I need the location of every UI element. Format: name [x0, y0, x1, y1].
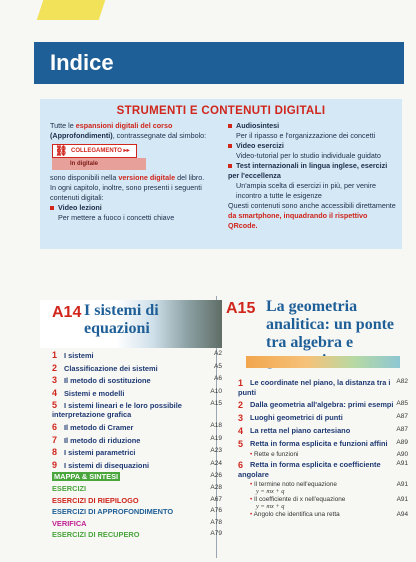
section-page: A79 [210, 530, 222, 538]
bullet-test: Test internazionali in lingua inglese, esercizi per l'eccellenza [228, 161, 398, 181]
toc-item[interactable] [52, 435, 222, 445]
section-label: ESERCIZI [52, 483, 87, 493]
badge-bottom: In digitale [52, 158, 146, 170]
equation: y = mx + q [256, 488, 285, 495]
toc-item[interactable] [238, 400, 408, 410]
item-page: A87 [396, 413, 408, 420]
item-page: A89 [396, 439, 408, 446]
item-page: A19 [210, 434, 222, 442]
toc-item[interactable] [52, 350, 222, 360]
item-title: I sistemi [64, 351, 94, 360]
collegamento-badge [52, 144, 146, 170]
toc-item[interactable] [52, 460, 222, 470]
item-number: 7 [52, 434, 58, 445]
item-title: Le coordinate nel piano, la distanza tra i punti [238, 378, 391, 397]
toc-item[interactable] [238, 439, 408, 449]
item-number: 6 [52, 421, 58, 432]
item-number: 3 [52, 375, 58, 386]
toc-section-link[interactable] [52, 484, 222, 493]
map-strip-decoration [246, 356, 400, 368]
toc-item[interactable] [238, 426, 408, 436]
badge-top: COLLEGAMENTO ▸▸ [52, 144, 137, 158]
item-title: Il metodo di Cramer [64, 422, 134, 432]
toc-subitem[interactable] [250, 451, 408, 458]
subitem-page: A91 [396, 481, 408, 488]
chapter-code: A14 [52, 304, 82, 321]
section-page: A67 [210, 495, 222, 503]
item-number: 2 [238, 400, 244, 410]
item-page: A2 [214, 350, 222, 357]
section-label: ESERCIZI DI APPROFONDIMENTO [52, 507, 174, 517]
toc-item[interactable] [238, 413, 408, 423]
item-page: A15 [210, 400, 222, 408]
item-number: 4 [238, 426, 244, 436]
item-title: Luoghi geometrici di punti [250, 413, 343, 422]
item-title: Dalla geometria all'algebra: primi esempi [250, 400, 394, 409]
section-page: A76 [210, 507, 222, 515]
box-title: STRUMENTI E CONTENUTI DIGITALI [116, 105, 326, 117]
yellow-tape-decoration [37, 0, 105, 20]
toc-section-link[interactable] [52, 496, 222, 505]
link-icon: ⛓ [55, 146, 68, 157]
item-page: A18 [210, 421, 222, 429]
chapter-code: A15 [226, 300, 256, 317]
subitem-page: A91 [396, 496, 408, 503]
item-page: A82 [396, 378, 408, 385]
item-title: I sistemi parametrici [64, 448, 136, 458]
toc-section-link[interactable] [52, 472, 222, 481]
text: Per il ripasso e l'organizzazione dei concetti [236, 131, 376, 140]
item-number: 6 [238, 460, 244, 470]
item-title: Il metodo di riduzione [64, 435, 141, 445]
item-page: A91 [396, 460, 408, 467]
item-page: A5 [214, 362, 222, 370]
item-number: 2 [52, 362, 58, 373]
item-number: 5 [52, 400, 58, 411]
item-page: A85 [396, 400, 408, 407]
text: Tutte le [50, 121, 74, 130]
item-number: 9 [52, 459, 58, 470]
toc-item[interactable] [52, 422, 222, 432]
bullet-audiosintesi: Audiosintesi [228, 121, 398, 131]
toc-item[interactable] [238, 378, 408, 397]
item-title: Il metodo di sostituzione [64, 376, 151, 386]
item-title: Retta in forma esplicita e funzioni affini [250, 439, 388, 448]
toc-section-link[interactable] [52, 507, 222, 516]
page-title: Indice [50, 50, 114, 75]
chapter-title: La geometria analitica: un ponte tra algebra e [266, 298, 395, 351]
bullet-video-esercizi: Video esercizi [228, 141, 398, 151]
item-page: A10 [210, 387, 222, 395]
index-header [34, 42, 404, 84]
item-title: Classificazione dei sistemi [64, 363, 158, 373]
item-page: A24 [210, 459, 222, 467]
text-highlight: versione digitale [118, 173, 176, 182]
text: Questi contenuti sono anche accessibili direttamente [228, 201, 396, 210]
item-title: La retta nel piano cartesiano [250, 426, 351, 435]
text: Un'ampia scelta di esercizi in più, per venire incontro a tutte le esigenze [236, 181, 376, 200]
chapter-title: I sistemi di equazioni [84, 302, 159, 337]
item-number: 1 [52, 350, 58, 360]
item-number: 1 [238, 378, 244, 388]
toc-subitem[interactable] [250, 511, 408, 518]
text: sono disponibili nella [50, 173, 117, 182]
toc-subitem[interactable] [250, 481, 408, 488]
text: Video-tutorial per lo studio individuale guidato [236, 151, 381, 160]
text: del libro. [177, 173, 205, 182]
box-right-column [228, 121, 398, 231]
section-label: VERIFICA [52, 518, 87, 528]
toc-section-link[interactable] [52, 530, 222, 539]
chapter-a15-toc [238, 378, 408, 520]
section-label: ESERCIZI DI RIEPILOGO [52, 495, 139, 505]
bullet-video-lezioni: Video lezioni [50, 203, 220, 213]
text-highlight: espansioni digitali del corso [75, 121, 173, 130]
item-page: A6 [214, 375, 222, 383]
toc-item[interactable] [238, 460, 408, 479]
item-number: 8 [52, 447, 58, 458]
item-number: 4 [52, 387, 58, 398]
subitem-title: • Il coefficiente di x nell'equazione [250, 496, 345, 503]
toc-item[interactable] [52, 400, 222, 419]
subitem-page: A90 [396, 451, 408, 458]
text: (Approfondimenti) [50, 131, 113, 140]
section-label: MAPPA & SINTESI [54, 472, 119, 482]
subitem-title: • Angolo che identifica una retta [250, 511, 340, 518]
chapter-a14-toc [52, 350, 222, 542]
box-left-column [50, 121, 220, 223]
text: , contrassegnate dal simbolo: [112, 131, 207, 140]
item-title: I sistemi lineari e le loro possibile interpretazione grafica [52, 401, 182, 420]
text: In ogni capitolo, inoltre, sono presenti i seguenti contenuti digitali: [50, 183, 202, 202]
toc-item[interactable] [52, 447, 222, 457]
subitem-title: • Rette e funzioni [250, 451, 298, 458]
toc-item[interactable] [52, 375, 222, 385]
text: Per mettere a fuoco i concetti chiave [58, 213, 175, 222]
section-page: A28 [210, 483, 222, 491]
item-page: A23 [210, 447, 222, 455]
equation: y = mx + q [256, 503, 285, 510]
toc-section-link[interactable] [52, 519, 222, 528]
item-number: 3 [238, 413, 244, 423]
text-highlight: da smartphone, inquadrando il rispettivo QRcode. [228, 211, 368, 230]
toc-subitem[interactable] [250, 496, 408, 503]
section-page: A26 [210, 472, 222, 480]
digital-tools-box [40, 99, 402, 249]
toc-item[interactable] [52, 363, 222, 373]
section-page: A78 [210, 518, 222, 526]
section-label: ESERCIZI DI RECUPERO [52, 530, 140, 540]
item-title: Sistemi e modelli [64, 388, 125, 398]
item-page: A87 [396, 426, 408, 433]
toc-item[interactable] [52, 388, 222, 398]
item-title: Retta in forma esplicita e coefficiente angolare [238, 460, 381, 479]
subitem-title: • Il termine noto nell'equazione [250, 481, 337, 488]
item-number: 5 [238, 439, 244, 449]
item-title: I sistemi di disequazioni [64, 460, 150, 470]
subitem-page: A94 [396, 511, 408, 518]
